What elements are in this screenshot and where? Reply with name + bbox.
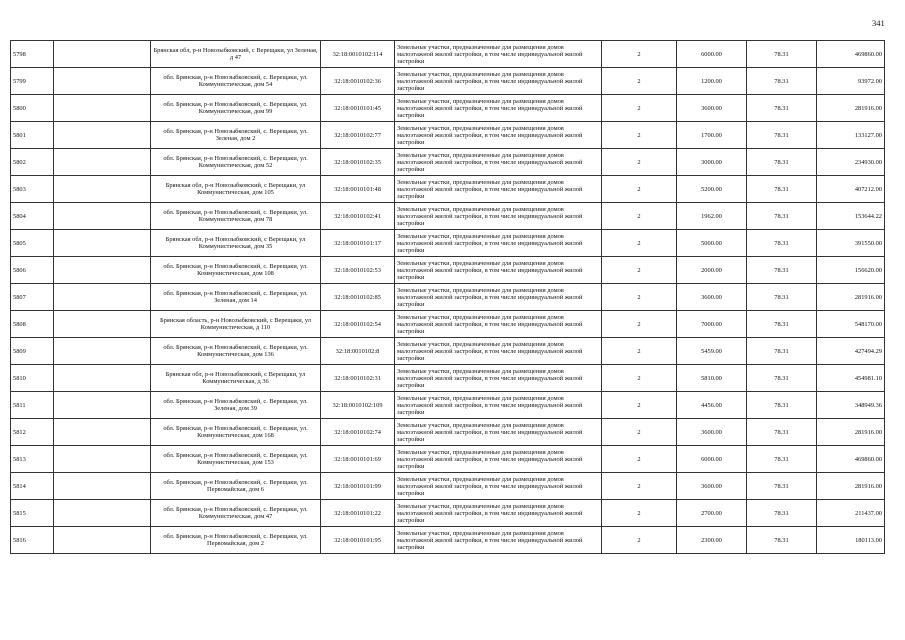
area-cell: 3600.00 xyxy=(677,419,747,446)
address-cell: обл. Брянская, р-н Новозыбковский, с. Верещаки, ул. Коммунистическая, дом 78 xyxy=(151,203,321,230)
specific-value-cell: 78.31 xyxy=(747,68,817,95)
permitted-use-cell: Земельные участки, предназначенные для размещения домов малоэтажной жилой застройки, в том числе индивидуальной жилой застройки xyxy=(395,284,602,311)
area-cell: 4456.00 xyxy=(677,392,747,419)
area-cell: 2700.00 xyxy=(677,500,747,527)
row-number-cell: 5807 xyxy=(11,284,54,311)
table-row xyxy=(11,419,885,446)
row-number-cell: 5809 xyxy=(11,338,54,365)
cadastral-number-cell: 32:18:0010102:74 xyxy=(321,419,395,446)
specific-value-cell: 78.31 xyxy=(747,257,817,284)
cadastral-number-cell: 32:18:0010102:8 xyxy=(321,338,395,365)
permitted-use-cell: Земельные участки, предназначенные для размещения домов малоэтажной жилой застройки, в том числе индивидуальной жилой застройки xyxy=(395,473,602,500)
permitted-use-cell: Земельные участки, предназначенные для размещения домов малоэтажной жилой застройки, в том числе индивидуальной жилой застройки xyxy=(395,95,602,122)
row-number-cell: 5798 xyxy=(11,41,54,68)
specific-value-cell: 78.31 xyxy=(747,230,817,257)
permitted-use-cell: Земельные участки, предназначенные для размещения домов малоэтажной жилой застройки, в том числе индивидуальной жилой застройки xyxy=(395,203,602,230)
category-cell: 2 xyxy=(602,338,677,365)
category-cell: 2 xyxy=(602,392,677,419)
cadastral-number-cell: 32:18:0010102:54 xyxy=(321,311,395,338)
cadastral-value-cell: 454981.10 xyxy=(817,365,885,392)
area-cell: 6000.00 xyxy=(677,41,747,68)
permitted-use-cell: Земельные участки, предназначенные для размещения домов малоэтажной жилой застройки, в том числе индивидуальной жилой застройки xyxy=(395,365,602,392)
table-row xyxy=(11,149,885,176)
area-cell: 5000.00 xyxy=(677,230,747,257)
table-row xyxy=(11,257,885,284)
cadastral-value-cell: 180113.00 xyxy=(817,527,885,554)
table-row xyxy=(11,446,885,473)
row-number-cell: 5804 xyxy=(11,203,54,230)
empty-cell xyxy=(54,365,151,392)
cadastral-number-cell: 32:18:0010101:99 xyxy=(321,473,395,500)
empty-cell xyxy=(54,41,151,68)
cadastral-number-cell: 32:18:0010101:22 xyxy=(321,500,395,527)
empty-cell xyxy=(54,473,151,500)
empty-cell xyxy=(54,149,151,176)
category-cell: 2 xyxy=(602,176,677,203)
table-row xyxy=(11,500,885,527)
address-cell: обл. Брянская, р-н Новозыбковский, с. Верещаки, ул. Коммунистическая, дом 108 xyxy=(151,257,321,284)
category-cell: 2 xyxy=(602,419,677,446)
category-cell: 2 xyxy=(602,473,677,500)
permitted-use-cell: Земельные участки, предназначенные для размещения домов малоэтажной жилой застройки, в том числе индивидуальной жилой застройки xyxy=(395,527,602,554)
category-cell: 2 xyxy=(602,527,677,554)
empty-cell xyxy=(54,419,151,446)
category-cell: 2 xyxy=(602,257,677,284)
table-row xyxy=(11,311,885,338)
permitted-use-cell: Земельные участки, предназначенные для размещения домов малоэтажной жилой застройки, в том числе индивидуальной жилой застройки xyxy=(395,500,602,527)
cadastral-number-cell: 32:18:0010102:109 xyxy=(321,392,395,419)
permitted-use-cell: Земельные участки, предназначенные для размещения домов малоэтажной жилой застройки, в том числе индивидуальной жилой застройки xyxy=(395,230,602,257)
area-cell: 2000.00 xyxy=(677,257,747,284)
row-number-cell: 5800 xyxy=(11,95,54,122)
specific-value-cell: 78.31 xyxy=(747,203,817,230)
category-cell: 2 xyxy=(602,41,677,68)
cadastral-value-cell: 469860.00 xyxy=(817,446,885,473)
address-cell: обл. Брянская, р-н Новозыбковский, с. Верещаки, ул. Коммунистическая, дом 136 xyxy=(151,338,321,365)
address-cell: Брянская обл, р-н Новозыбковский, с Верещаки, ул Коммунистическая, дом 35 xyxy=(151,230,321,257)
table-row xyxy=(11,284,885,311)
area-cell: 3600.00 xyxy=(677,473,747,500)
row-number-cell: 5816 xyxy=(11,527,54,554)
area-cell: 5810.00 xyxy=(677,365,747,392)
row-number-cell: 5803 xyxy=(11,176,54,203)
cadastral-value-cell: 548170.00 xyxy=(817,311,885,338)
cadastral-value-cell: 348949.36 xyxy=(817,392,885,419)
category-cell: 2 xyxy=(602,95,677,122)
table-row xyxy=(11,527,885,554)
address-cell: обл. Брянская, р-н Новозыбковский, с. Верещаки, ул. Зеленая, дом 39 xyxy=(151,392,321,419)
category-cell: 2 xyxy=(602,68,677,95)
permitted-use-cell: Земельные участки, предназначенные для размещения домов малоэтажной жилой застройки, в том числе индивидуальной жилой застройки xyxy=(395,257,602,284)
row-number-cell: 5814 xyxy=(11,473,54,500)
address-cell: обл. Брянская, р-н Новозыбковский, с. Верещаки, ул. Коммунистическая, дом 153 xyxy=(151,446,321,473)
area-cell: 2300.00 xyxy=(677,527,747,554)
category-cell: 2 xyxy=(602,365,677,392)
address-cell: обл. Брянская, р-н Новозыбковский, с. Верещаки, ул. Коммунистическая, дом 168 xyxy=(151,419,321,446)
cadastral-number-cell: 32:18:0010102:41 xyxy=(321,203,395,230)
empty-cell xyxy=(54,338,151,365)
address-cell: обл. Брянская, р-н Новозыбковский, с. Верещаки, ул. Коммунистическая, дом 52 xyxy=(151,149,321,176)
permitted-use-cell: Земельные участки, предназначенные для размещения домов малоэтажной жилой застройки, в том числе индивидуальной жилой застройки xyxy=(395,338,602,365)
cadastral-value-cell: 153644.22 xyxy=(817,203,885,230)
specific-value-cell: 78.31 xyxy=(747,41,817,68)
address-cell: обл. Брянская, р-н Новозыбковский, с. Верещаки, ул. Зеленая, дом 14 xyxy=(151,284,321,311)
specific-value-cell: 78.31 xyxy=(747,311,817,338)
empty-cell xyxy=(54,527,151,554)
table-row xyxy=(11,392,885,419)
address-cell: обл. Брянская, р-н Новозыбковский, с. Верещаки, ул. Коммунистическая, дом 47 xyxy=(151,500,321,527)
address-cell: обл. Брянская, р-н Новозыбковский, с. Верещаки, ул. Зеленая, дом 2 xyxy=(151,122,321,149)
category-cell: 2 xyxy=(602,500,677,527)
table-row xyxy=(11,203,885,230)
permitted-use-cell: Земельные участки, предназначенные для размещения домов малоэтажной жилой застройки, в том числе индивидуальной жилой застройки xyxy=(395,68,602,95)
cadastral-value-cell: 427494.29 xyxy=(817,338,885,365)
specific-value-cell: 78.31 xyxy=(747,446,817,473)
area-cell: 1962.00 xyxy=(677,203,747,230)
specific-value-cell: 78.31 xyxy=(747,392,817,419)
empty-cell xyxy=(54,500,151,527)
empty-cell xyxy=(54,122,151,149)
cadastral-value-cell: 281916.00 xyxy=(817,473,885,500)
table-row xyxy=(11,230,885,257)
cadastral-value-cell: 281916.00 xyxy=(817,419,885,446)
cadastral-number-cell: 32:18:0010101:69 xyxy=(321,446,395,473)
cadastral-value-cell: 391550.00 xyxy=(817,230,885,257)
empty-cell xyxy=(54,257,151,284)
permitted-use-cell: Земельные участки, предназначенные для размещения домов малоэтажной жилой застройки, в том числе индивидуальной жилой застройки xyxy=(395,419,602,446)
permitted-use-cell: Земельные участки, предназначенные для размещения домов малоэтажной жилой застройки, в том числе индивидуальной жилой застройки xyxy=(395,41,602,68)
category-cell: 2 xyxy=(602,122,677,149)
permitted-use-cell: Земельные участки, предназначенные для размещения домов малоэтажной жилой застройки, в том числе индивидуальной жилой застройки xyxy=(395,149,602,176)
area-cell: 3600.00 xyxy=(677,95,747,122)
area-cell: 3000.00 xyxy=(677,149,747,176)
specific-value-cell: 78.31 xyxy=(747,419,817,446)
area-cell: 1200.00 xyxy=(677,68,747,95)
empty-cell xyxy=(54,176,151,203)
specific-value-cell: 78.31 xyxy=(747,527,817,554)
category-cell: 2 xyxy=(602,203,677,230)
specific-value-cell: 78.31 xyxy=(747,365,817,392)
cadastral-value-cell: 281916.00 xyxy=(817,95,885,122)
permitted-use-cell: Земельные участки, предназначенные для размещения домов малоэтажной жилой застройки, в том числе индивидуальной жилой застройки xyxy=(395,392,602,419)
cadastral-value-cell: 281916.00 xyxy=(817,284,885,311)
area-cell: 5459.00 xyxy=(677,338,747,365)
empty-cell xyxy=(54,284,151,311)
cadastral-value-cell: 156620.00 xyxy=(817,257,885,284)
row-number-cell: 5808 xyxy=(11,311,54,338)
category-cell: 2 xyxy=(602,149,677,176)
row-number-cell: 5815 xyxy=(11,500,54,527)
address-cell: Брянская обл, р-н Новозыбковский, с Верещаки, ул Коммунистическая, дом 105 xyxy=(151,176,321,203)
cadastral-number-cell: 32:18:0010102:77 xyxy=(321,122,395,149)
specific-value-cell: 78.31 xyxy=(747,149,817,176)
table-row xyxy=(11,122,885,149)
row-number-cell: 5810 xyxy=(11,365,54,392)
cadastral-number-cell: 32:18:0010102:35 xyxy=(321,149,395,176)
row-number-cell: 5812 xyxy=(11,419,54,446)
row-number-cell: 5806 xyxy=(11,257,54,284)
row-number-cell: 5805 xyxy=(11,230,54,257)
cadastral-number-cell: 32:18:0010101:95 xyxy=(321,527,395,554)
cadastral-number-cell: 32:18:0010101:45 xyxy=(321,95,395,122)
specific-value-cell: 78.31 xyxy=(747,500,817,527)
table-body xyxy=(11,41,885,554)
specific-value-cell: 78.31 xyxy=(747,176,817,203)
specific-value-cell: 78.31 xyxy=(747,338,817,365)
cadastral-number-cell: 32:18:0010102:53 xyxy=(321,257,395,284)
empty-cell xyxy=(54,446,151,473)
area-cell: 5200.00 xyxy=(677,176,747,203)
permitted-use-cell: Земельные участки, предназначенные для размещения домов малоэтажной жилой застройки, в том числе индивидуальной жилой застройки xyxy=(395,311,602,338)
category-cell: 2 xyxy=(602,446,677,473)
area-cell: 3600.00 xyxy=(677,284,747,311)
address-cell: обл. Брянская, р-н Новозыбковский, с. Верещаки, ул. Первомайская, дом 2 xyxy=(151,527,321,554)
cadastral-value-cell: 133127.00 xyxy=(817,122,885,149)
permitted-use-cell: Земельные участки, предназначенные для размещения домов малоэтажной жилой застройки, в том числе индивидуальной жилой застройки xyxy=(395,446,602,473)
address-cell: Брянская обл, р-н Новозыбковский, с Верещаки, ул Зеленая, д 47 xyxy=(151,41,321,68)
specific-value-cell: 78.31 xyxy=(747,284,817,311)
cadastral-number-cell: 32:18:0010102:114 xyxy=(321,41,395,68)
table-row xyxy=(11,176,885,203)
table-row xyxy=(11,95,885,122)
permitted-use-cell: Земельные участки, предназначенные для размещения домов малоэтажной жилой застройки, в том числе индивидуальной жилой застройки xyxy=(395,122,602,149)
empty-cell xyxy=(54,311,151,338)
table-row xyxy=(11,41,885,68)
cadastral-value-cell: 93972.00 xyxy=(817,68,885,95)
row-number-cell: 5801 xyxy=(11,122,54,149)
address-cell: Брянская обл, р-н Новозыбковский, с Верещаки, ул Коммунистическая, д 36 xyxy=(151,365,321,392)
address-cell: обл. Брянская, р-н Новозыбковский, с. Верещаки, ул. Первомайская, дом 6 xyxy=(151,473,321,500)
empty-cell xyxy=(54,203,151,230)
specific-value-cell: 78.31 xyxy=(747,95,817,122)
cadastral-number-cell: 32:18:0010101:17 xyxy=(321,230,395,257)
area-cell: 7000.00 xyxy=(677,311,747,338)
address-cell: обл. Брянская, р-н Новозыбковский, с. Верещаки, ул. Коммунистическая, дом 99 xyxy=(151,95,321,122)
row-number-cell: 5799 xyxy=(11,68,54,95)
row-number-cell: 5811 xyxy=(11,392,54,419)
land-register-table xyxy=(10,40,885,554)
cadastral-value-cell: 407212.00 xyxy=(817,176,885,203)
cadastral-value-cell: 234930.00 xyxy=(817,149,885,176)
area-cell: 6000.00 xyxy=(677,446,747,473)
address-cell: Брянская область, р-н Новозыбковский, с Верещаки, ул Коммунистическая, д 110 xyxy=(151,311,321,338)
table-row xyxy=(11,473,885,500)
row-number-cell: 5813 xyxy=(11,446,54,473)
permitted-use-cell: Земельные участки, предназначенные для размещения домов малоэтажной жилой застройки, в том числе индивидуальной жилой застройки xyxy=(395,176,602,203)
category-cell: 2 xyxy=(602,311,677,338)
category-cell: 2 xyxy=(602,284,677,311)
cadastral-value-cell: 211437.00 xyxy=(817,500,885,527)
cadastral-number-cell: 32:18:0010102:31 xyxy=(321,365,395,392)
empty-cell xyxy=(54,230,151,257)
cadastral-number-cell: 32:18:0010102:36 xyxy=(321,68,395,95)
area-cell: 1700.00 xyxy=(677,122,747,149)
specific-value-cell: 78.31 xyxy=(747,473,817,500)
table-row xyxy=(11,338,885,365)
table-row xyxy=(11,68,885,95)
address-cell: обл. Брянская, р-н Новозыбковский, с. Верещаки, ул. Коммунистическая, дом 54 xyxy=(151,68,321,95)
cadastral-number-cell: 32:18:0010101:48 xyxy=(321,176,395,203)
empty-cell xyxy=(54,95,151,122)
empty-cell xyxy=(54,392,151,419)
table-row xyxy=(11,365,885,392)
empty-cell xyxy=(54,68,151,95)
specific-value-cell: 78.31 xyxy=(747,122,817,149)
row-number-cell: 5802 xyxy=(11,149,54,176)
page-number: 341 xyxy=(872,18,885,28)
cadastral-number-cell: 32:18:0010102:85 xyxy=(321,284,395,311)
category-cell: 2 xyxy=(602,230,677,257)
cadastral-value-cell: 469860.00 xyxy=(817,41,885,68)
